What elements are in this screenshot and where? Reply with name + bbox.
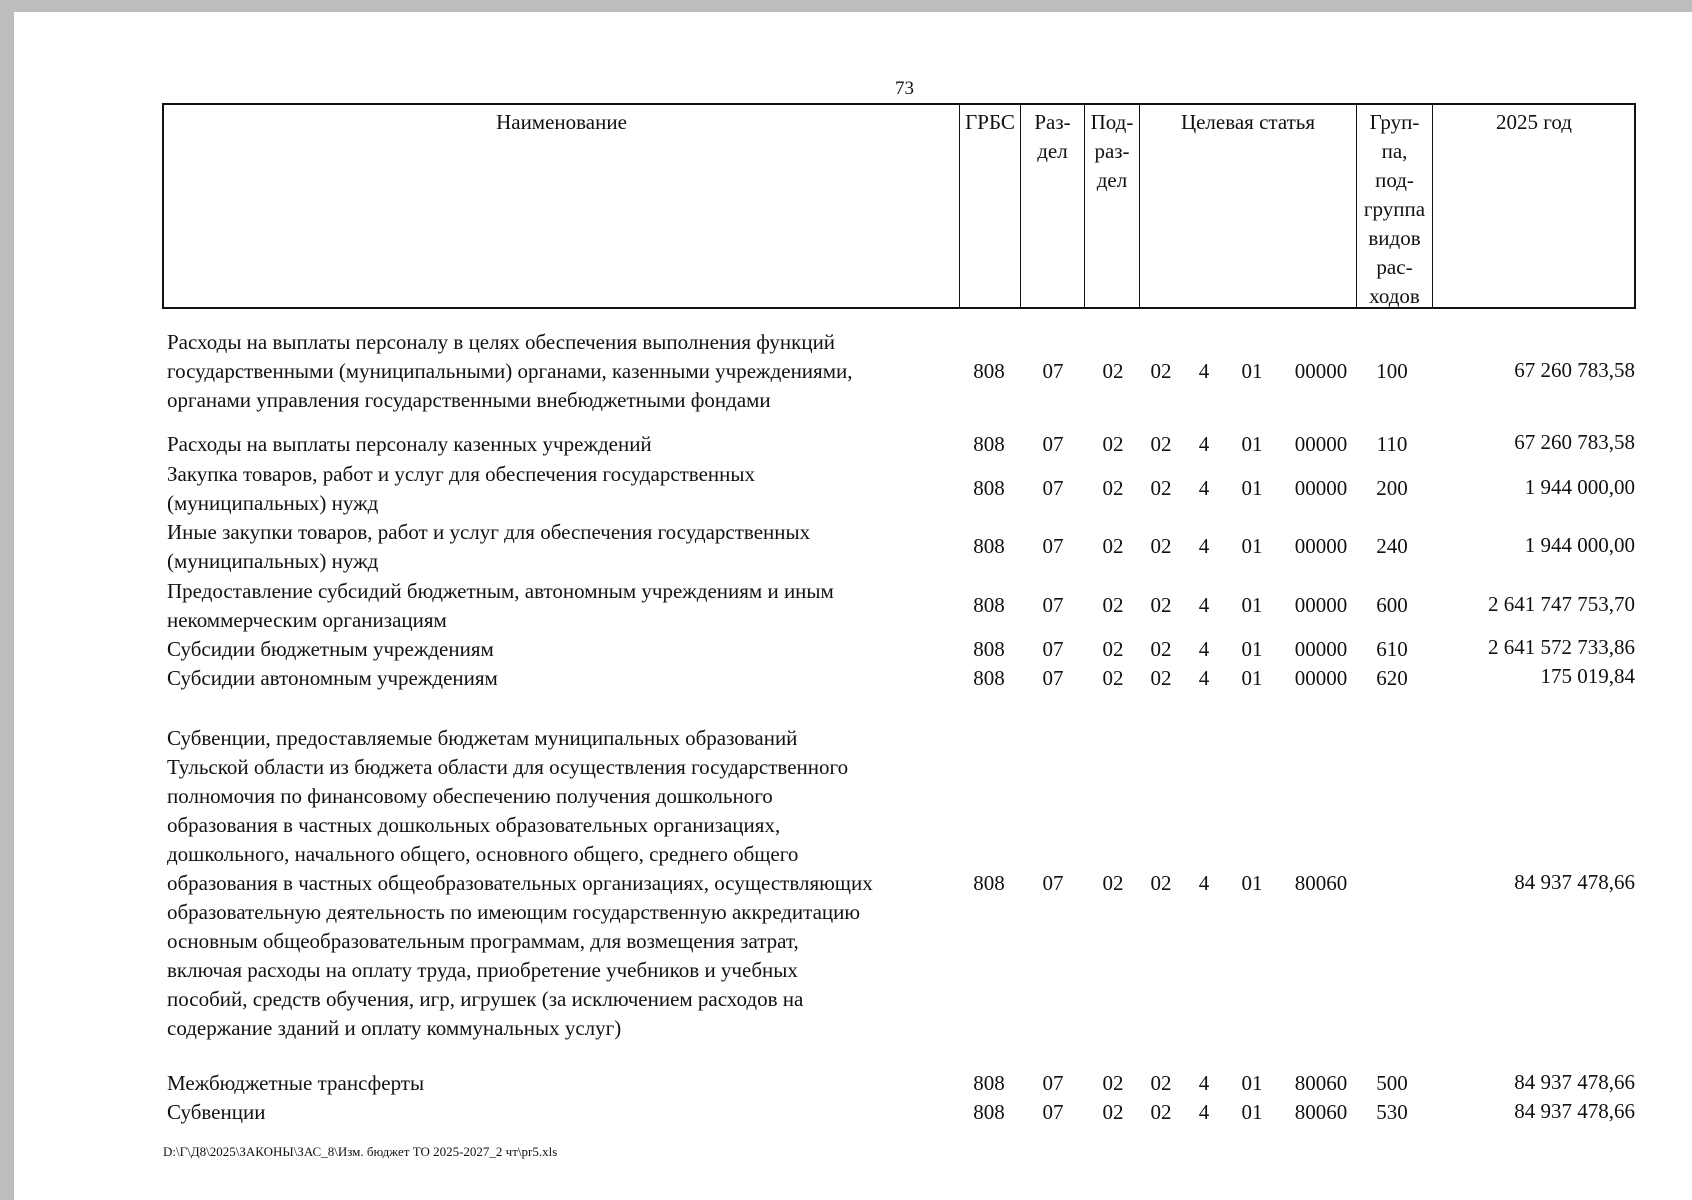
cell-target-subprogram: 01 xyxy=(1241,1100,1263,1124)
cell-target-subprogram: 01 xyxy=(1241,432,1263,456)
page-number: 73 xyxy=(895,78,914,99)
row-name: Расходы на выплаты персоналу казенных учреждений xyxy=(167,432,652,456)
cell-razdel: 07 xyxy=(1042,871,1064,895)
row-name: Расходы на выплаты персоналу в целях обеспечения выполнения функций государственными (муниципальными) органами, казенными учреждениями, органами управления государственными внебюджетными фондами xyxy=(167,330,853,412)
header-name: Наименование xyxy=(496,110,627,134)
cell-podrazdel: 02 xyxy=(1102,1100,1124,1124)
cell-target-type: 4 xyxy=(1198,637,1210,661)
header-podrazdel: Под- раз- дел xyxy=(1090,110,1134,192)
cell-target-program: 02 xyxy=(1150,593,1172,617)
cell-group: 530 xyxy=(1376,1100,1408,1124)
cell-grbs: 808 xyxy=(973,534,1005,558)
cell-target-program: 02 xyxy=(1150,871,1172,895)
cell-razdel: 07 xyxy=(1042,534,1064,558)
header-razdel: Раз- дел xyxy=(1034,110,1071,163)
cell-razdel: 07 xyxy=(1042,666,1064,690)
cell-sum: 84 937 478,66 xyxy=(1514,870,1635,894)
cell-target-direction: 00000 xyxy=(1294,359,1348,383)
cell-target-subprogram: 01 xyxy=(1241,476,1263,500)
cell-sum: 67 260 783,58 xyxy=(1514,358,1635,382)
cell-target-direction: 00000 xyxy=(1294,666,1348,690)
cell-target-subprogram: 01 xyxy=(1241,593,1263,617)
row-name: Субвенции xyxy=(167,1100,266,1124)
header-grbs: ГРБС xyxy=(965,110,1015,134)
table-header xyxy=(162,103,1636,309)
cell-podrazdel: 02 xyxy=(1102,1071,1124,1095)
cell-group: 500 xyxy=(1376,1071,1408,1095)
row-name: Закупка товаров, работ и услуг для обеспечения государственных (муниципальных) нужд xyxy=(167,462,756,515)
cell-grbs: 808 xyxy=(973,637,1005,661)
cell-target-type: 4 xyxy=(1198,476,1210,500)
cell-group: 620 xyxy=(1376,666,1408,690)
cell-podrazdel: 02 xyxy=(1102,593,1124,617)
row-name: Субсидии автономным учреждениям xyxy=(167,666,498,690)
cell-sum: 2 641 747 753,70 xyxy=(1488,592,1635,616)
cell-sum: 67 260 783,58 xyxy=(1514,430,1635,454)
cell-sum: 84 937 478,66 xyxy=(1514,1070,1635,1094)
cell-podrazdel: 02 xyxy=(1102,666,1124,690)
cell-podrazdel: 02 xyxy=(1102,359,1124,383)
cell-target-type: 4 xyxy=(1198,432,1210,456)
cell-target-subprogram: 01 xyxy=(1241,1071,1263,1095)
cell-target-program: 02 xyxy=(1150,1071,1172,1095)
header-year: 2025 год xyxy=(1496,110,1572,134)
row-name: Межбюджетные трансферты xyxy=(167,1071,425,1095)
header-target: Целевая статья xyxy=(1180,110,1316,134)
cell-razdel: 07 xyxy=(1042,432,1064,456)
cell-target-type: 4 xyxy=(1198,534,1210,558)
cell-target-subprogram: 01 xyxy=(1241,534,1263,558)
footer-file-path: D:\Г\Д8\2025\ЗАКОНЫ\ЗАС_8\Изм. бюджет ТО 2025-2027_2 чт\pr5.xls xyxy=(163,1144,558,1159)
cell-target-type: 4 xyxy=(1198,871,1210,895)
cell-target-direction: 00000 xyxy=(1294,637,1348,661)
cell-razdel: 07 xyxy=(1042,1100,1064,1124)
cell-podrazdel: 02 xyxy=(1102,637,1124,661)
cell-target-direction: 00000 xyxy=(1294,476,1348,500)
cell-grbs: 808 xyxy=(973,1071,1005,1095)
cell-target-direction: 00000 xyxy=(1294,432,1348,456)
cell-target-program: 02 xyxy=(1150,476,1172,500)
cell-target-direction: 80060 xyxy=(1294,1071,1348,1095)
row-name: Субсидии бюджетным учреждениям xyxy=(167,637,494,661)
cell-target-program: 02 xyxy=(1150,637,1172,661)
cell-target-program: 02 xyxy=(1150,666,1172,690)
cell-target-subprogram: 01 xyxy=(1241,871,1263,895)
cell-target-subprogram: 01 xyxy=(1241,666,1263,690)
cell-grbs: 808 xyxy=(973,666,1005,690)
row-name: Иные закупки товаров, работ и услуг для обеспечения государственных (муниципальных) нужд xyxy=(167,520,811,573)
cell-target-type: 4 xyxy=(1198,666,1210,690)
cell-target-subprogram: 01 xyxy=(1241,359,1263,383)
cell-target-direction: 00000 xyxy=(1294,593,1348,617)
cell-podrazdel: 02 xyxy=(1102,432,1124,456)
cell-target-type: 4 xyxy=(1198,593,1210,617)
cell-razdel: 07 xyxy=(1042,593,1064,617)
cell-group: 240 xyxy=(1376,534,1408,558)
cell-sum: 84 937 478,66 xyxy=(1514,1099,1635,1123)
cell-target-program: 02 xyxy=(1150,534,1172,558)
cell-grbs: 808 xyxy=(973,1100,1005,1124)
cell-razdel: 07 xyxy=(1042,476,1064,500)
cell-razdel: 07 xyxy=(1042,359,1064,383)
cell-target-type: 4 xyxy=(1198,1100,1210,1124)
cell-target-direction: 00000 xyxy=(1294,534,1348,558)
cell-sum: 2 641 572 733,86 xyxy=(1488,635,1635,659)
cell-sum: 1 944 000,00 xyxy=(1524,533,1635,557)
cell-podrazdel: 02 xyxy=(1102,476,1124,500)
cell-group: 110 xyxy=(1376,432,1408,456)
cell-target-direction: 80060 xyxy=(1294,871,1348,895)
cell-target-subprogram: 01 xyxy=(1241,637,1263,661)
cell-group: 100 xyxy=(1376,359,1408,383)
cell-target-direction: 80060 xyxy=(1294,1100,1348,1124)
cell-grbs: 808 xyxy=(973,593,1005,617)
row-name: Предоставление субсидий бюджетным, автономным учреждениям и иным некоммерческим организациям xyxy=(167,579,834,632)
cell-podrazdel: 02 xyxy=(1102,534,1124,558)
cell-grbs: 808 xyxy=(973,432,1005,456)
cell-sum: 1 944 000,00 xyxy=(1524,475,1635,499)
cell-grbs: 808 xyxy=(973,476,1005,500)
cell-razdel: 07 xyxy=(1042,637,1064,661)
cell-razdel: 07 xyxy=(1042,1071,1064,1095)
cell-sum: 175 019,84 xyxy=(1540,664,1635,688)
cell-group: 200 xyxy=(1376,476,1408,500)
cell-target-type: 4 xyxy=(1198,359,1210,383)
cell-podrazdel: 02 xyxy=(1102,871,1124,895)
cell-group: 600 xyxy=(1376,593,1408,617)
cell-target-program: 02 xyxy=(1150,1100,1172,1124)
cell-target-program: 02 xyxy=(1150,359,1172,383)
header-group: Груп- па, под- группа видов рас- ходов xyxy=(1363,110,1426,308)
cell-target-type: 4 xyxy=(1198,1071,1210,1095)
cell-grbs: 808 xyxy=(973,871,1005,895)
cell-group: 610 xyxy=(1376,637,1408,661)
row-name: Субвенции, предоставляемые бюджетам муниципальных образований Тульской области из бюджета области для осуществления государственного полномочия по финансовому обеспечению получения дошкольного образования в частных дошкольных образовательных организациях, дошкольного, начального общего, основного общего, среднего общего образования в частных общеобразовательных организациях, осуществляющих образовательную деятельность по имеющим государственную аккредитацию основным общеобразовательным программам, для возмещения затрат, включая расходы на оплату труда, приобретение учебников и учебных пособий, средств обучения, игр, игрушек (за исключением расходов на содержание зданий и оплату коммунальных услуг) xyxy=(167,726,873,1040)
cell-grbs: 808 xyxy=(973,359,1005,383)
cell-target-program: 02 xyxy=(1150,432,1172,456)
